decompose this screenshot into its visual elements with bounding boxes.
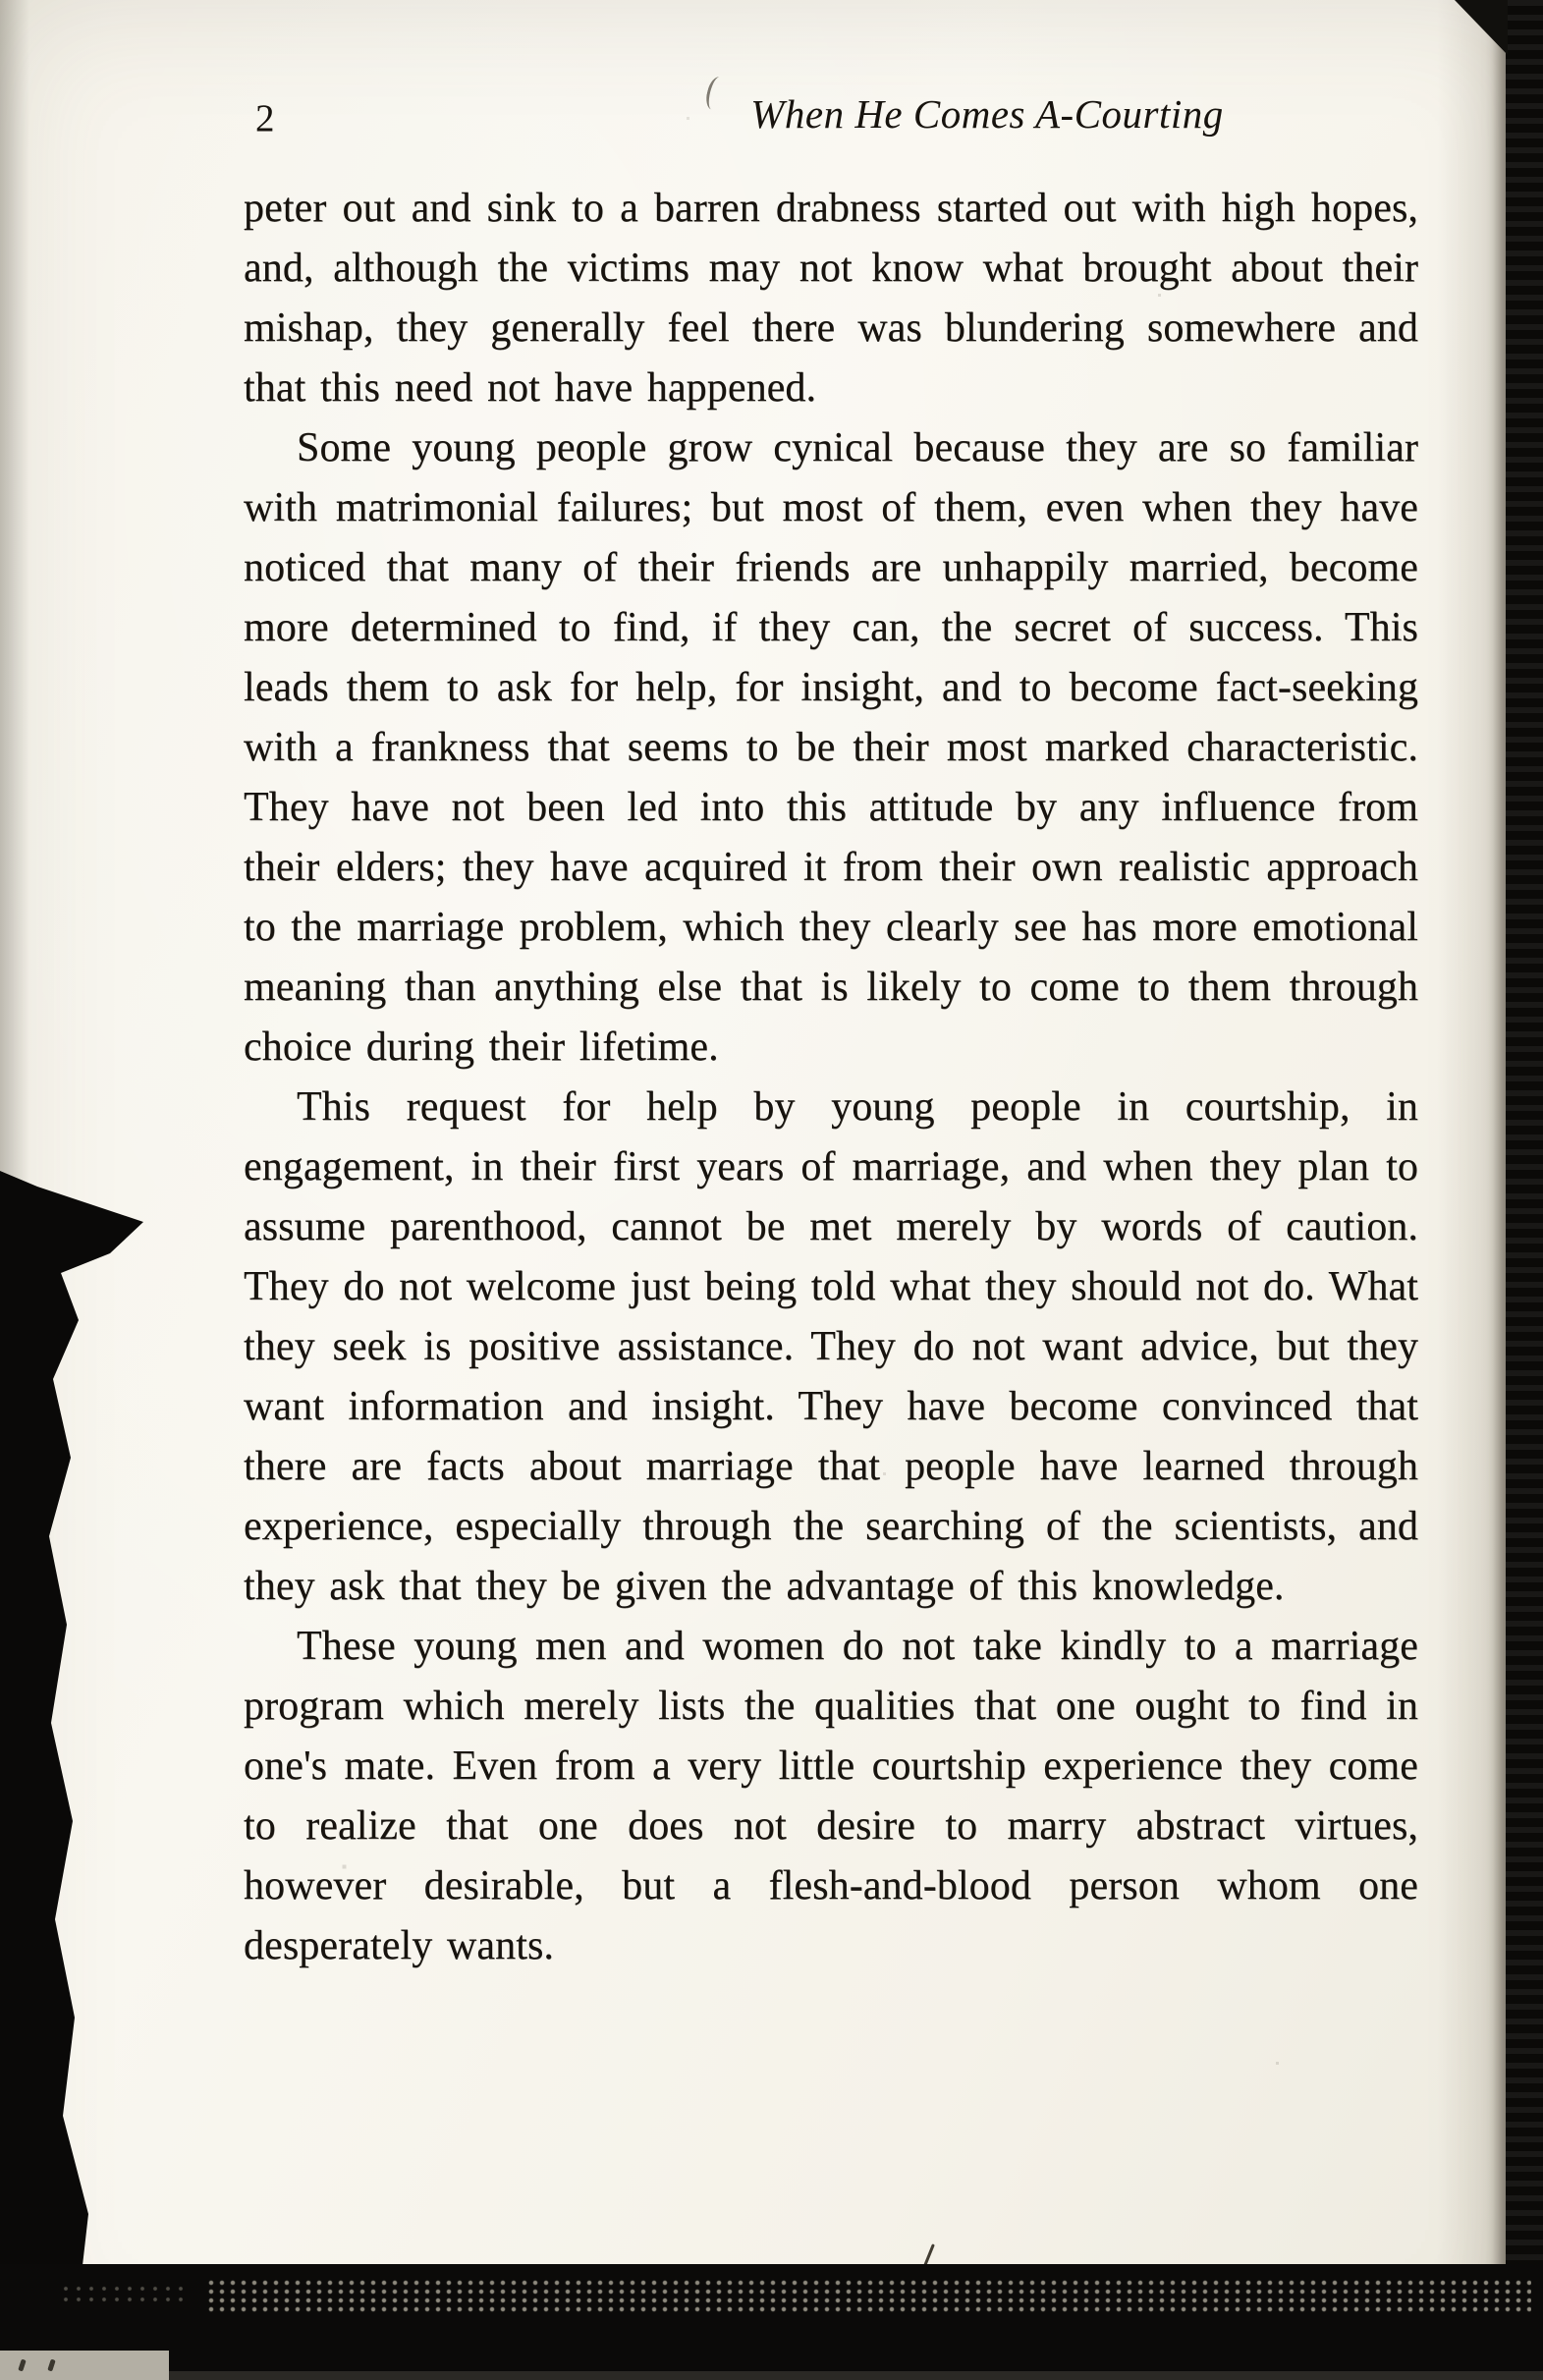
body-text [244,179,1418,1976]
right-edge-scan-strip [1506,0,1543,2380]
bottom-band-texture-left [63,2286,191,2307]
paper-speckles [0,0,1,1]
paragraph-continuation: peter out and sink to a barren drabness started out with high hopes, and, although the victims may not know what brought about their mishap, they generally feel there was blundering somewhere and that this need not have happened. [244,186,1418,411]
bottom-left-corner-patch [0,2351,169,2380]
page-number: 2 [255,97,276,139]
left-edge-scan-blotch [0,1171,147,2380]
ink-smudge-mark [703,75,728,111]
running-title: When He Comes A-Courting [750,91,1224,137]
page-header [244,90,1418,153]
bottom-edge-strip [169,2371,1543,2380]
bottom-band-texture [208,2280,1531,2315]
right-edge-shadow [1437,0,1506,2380]
bottom-scan-band [0,2264,1543,2380]
paragraph: These young men and women do not take kindly to a marriage program which merely lists the qualities that one ought to find in one's mate. Even from a very little courtship experience they come to realize that one does not desire to marry abstract virtues, however desirable, but a flesh-and-blood person whom one desperately wants. [244,1624,1418,1968]
paragraph: This request for help by young people in courtship, in engagement, in their first years of marriage, and when they plan to assume parenthood, cannot be met merely by words of caution. They do not welcome just being told what they should not do. What they seek is positive assistance. They do not want advice, but they want information and insight. They have become convinced that there are facts about marriage that people have learned through experience, especially through the searching of the scientists, and they ask that they be given the advantage of this knowledge. [244,1084,1418,1609]
paragraph: Some young people grow cynical because they are so familiar with matrimonial failures; but most of them, even when they have noticed that many of their friends are unhappily married, become more determined to find, if they can, the secret of success. This leads them to ask for help, for insight, and to become fact-seeking with a frankness that seems to be their most marked characteristic. They have not been led into this attitude by any influence from their elders; they have acquired it from their own realistic approach to the marriage problem, which they clearly see has more emotional meaning than anything else that is likely to come to them through choice during their lifetime. [244,425,1418,1070]
